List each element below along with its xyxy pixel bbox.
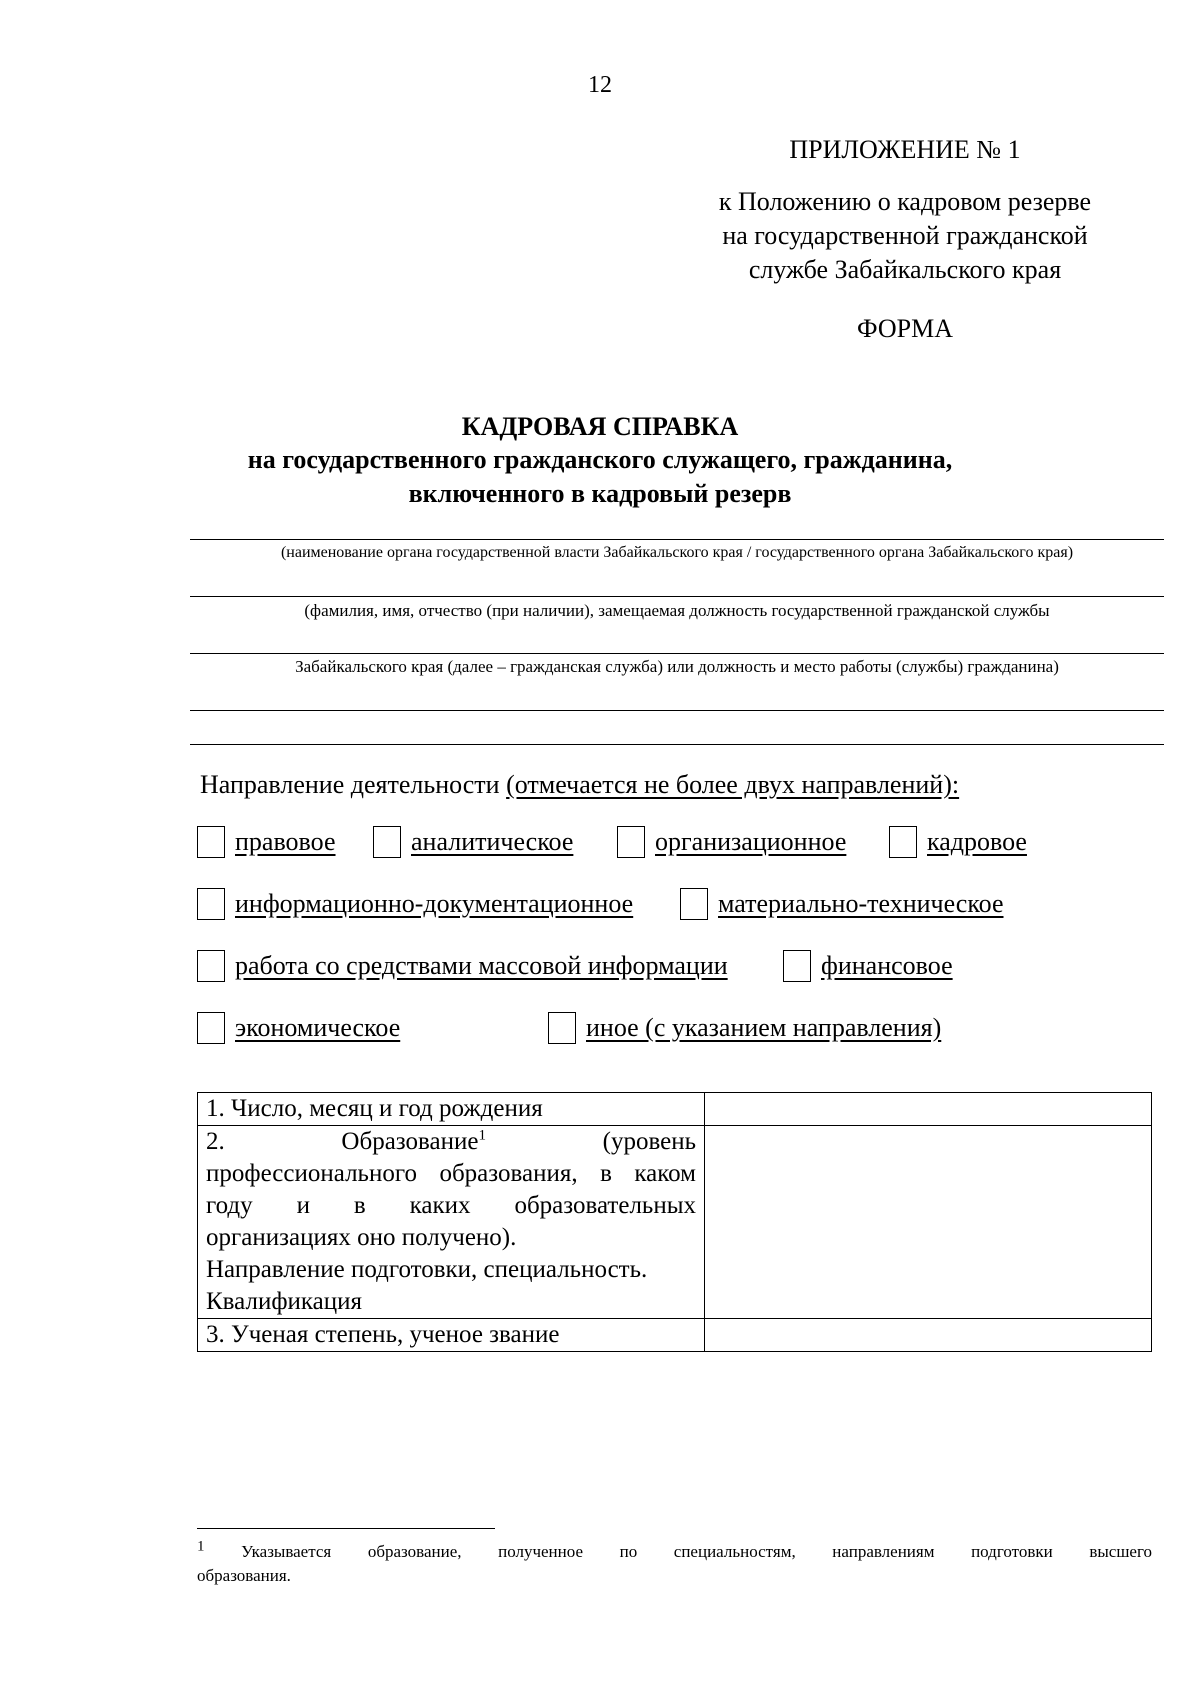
education-line: организациях оно получено). bbox=[206, 1224, 517, 1251]
checkbox[interactable] bbox=[197, 1012, 225, 1044]
direction-option-information-documentation[interactable] bbox=[197, 888, 633, 920]
appendix-subtitle-line: на государственной гражданской bbox=[722, 221, 1088, 250]
option-label: кадровое bbox=[927, 827, 1027, 856]
appendix-title: ПРИЛОЖЕНИЕ № 1 bbox=[789, 135, 1021, 164]
checkbox[interactable] bbox=[373, 826, 401, 858]
footnote-separator bbox=[197, 1528, 495, 1529]
person-name-line[interactable] bbox=[190, 596, 1164, 597]
footnote-marker: 1 bbox=[197, 1538, 205, 1555]
blank-line[interactable] bbox=[190, 744, 1164, 745]
footnote-text-rest: образование, полученное по специальностям, направлениям подготовки высшего bbox=[367, 1542, 1153, 1561]
checkbox[interactable] bbox=[617, 826, 645, 858]
document-subtitle-line: на государственного гражданского служащего, гражданина, bbox=[247, 445, 953, 474]
education-line: Направление подготовки, специальность. bbox=[206, 1256, 648, 1283]
checkbox[interactable] bbox=[889, 826, 917, 858]
document-title: КАДРОВАЯ СПРАВКА bbox=[461, 412, 739, 441]
direction-option-legal[interactable] bbox=[197, 826, 336, 858]
table-row bbox=[198, 1319, 1152, 1352]
form-label: ФОРМА bbox=[857, 314, 953, 343]
table-row bbox=[198, 1126, 1152, 1319]
direction-option-other[interactable] bbox=[548, 1012, 941, 1044]
appendix-subtitle-line: к Положению о кадровом резерве bbox=[718, 187, 1092, 216]
organ-name-line[interactable] bbox=[190, 539, 1164, 540]
person-caption-line2: Забайкальского края (далее – гражданская служба) или должность и место работы (службы) гражданина) bbox=[295, 657, 1059, 676]
education-label: 2. Образование bbox=[206, 1128, 479, 1155]
option-label: материально-техническое bbox=[718, 889, 1004, 918]
organ-name-caption: (наименование органа государственной власти Забайкальского края / государственного органа Забайкальского края) bbox=[280, 544, 1074, 561]
person-caption-line1: (фамилия, имя, отчество (при наличии), замещаемая должность государственной гражданской службы bbox=[304, 601, 1050, 620]
footnote bbox=[197, 1540, 1152, 1588]
education-line: Квалификация bbox=[206, 1288, 363, 1315]
option-label: информационно-документационное bbox=[235, 889, 634, 918]
appendix-subtitle bbox=[680, 185, 1130, 287]
education-line bbox=[206, 1126, 696, 1158]
direction-option-analytical[interactable] bbox=[373, 826, 573, 858]
direction-option-organizational[interactable] bbox=[617, 826, 846, 858]
checkbox[interactable] bbox=[197, 888, 225, 920]
checkbox[interactable] bbox=[197, 950, 225, 982]
table-answer-cell[interactable] bbox=[705, 1126, 1152, 1319]
direction-option-logistics[interactable] bbox=[680, 888, 1004, 920]
education-line: году и в каких образовательных bbox=[206, 1192, 696, 1219]
direction-option-personnel[interactable] bbox=[889, 826, 1027, 858]
option-label: организационное bbox=[655, 827, 847, 856]
option-label: иное (с указанием направления) bbox=[586, 1013, 942, 1042]
table-question: 1. Число, месяц и год рождения bbox=[198, 1093, 705, 1126]
person-position-line[interactable] bbox=[190, 653, 1164, 654]
checkbox[interactable] bbox=[680, 888, 708, 920]
option-label: правовое bbox=[235, 827, 336, 856]
direction-option-financial[interactable] bbox=[783, 950, 953, 982]
checkbox[interactable] bbox=[197, 826, 225, 858]
footnote-ref[interactable]: 1 bbox=[478, 1127, 486, 1144]
option-label: аналитическое bbox=[411, 827, 574, 856]
table-row bbox=[198, 1093, 1152, 1126]
direction-heading-text: Направление деятельности bbox=[200, 770, 500, 799]
page-number: 12 bbox=[588, 72, 612, 98]
table-question-education bbox=[198, 1126, 705, 1319]
table-question: 3. Ученая степень, ученое звание bbox=[198, 1319, 705, 1352]
education-line: профессионального образования, в каком bbox=[206, 1160, 696, 1187]
info-table bbox=[197, 1092, 1152, 1352]
footnote-text-start: Указывается bbox=[241, 1542, 332, 1561]
direction-option-media[interactable] bbox=[197, 950, 728, 982]
table-answer-cell[interactable] bbox=[705, 1093, 1152, 1126]
checkbox[interactable] bbox=[548, 1012, 576, 1044]
checkbox[interactable] bbox=[783, 950, 811, 982]
direction-note: (отмечается не более двух направлений): bbox=[506, 770, 960, 799]
direction-heading bbox=[200, 770, 959, 800]
document-subtitle-line: включенного в кадровый резерв bbox=[408, 479, 792, 508]
appendix-subtitle-line: службе Забайкальского края bbox=[748, 255, 1062, 284]
table-answer-cell[interactable] bbox=[705, 1319, 1152, 1352]
education-paren: (уровень bbox=[602, 1128, 697, 1155]
direction-option-economic[interactable] bbox=[197, 1012, 400, 1044]
option-label: работа со средствами массовой информации bbox=[235, 951, 728, 980]
blank-line[interactable] bbox=[190, 710, 1164, 711]
footnote-line: образования. bbox=[197, 1566, 291, 1585]
option-label: финансовое bbox=[821, 951, 953, 980]
footnote-line bbox=[197, 1540, 1152, 1564]
option-label: экономическое bbox=[235, 1013, 401, 1042]
